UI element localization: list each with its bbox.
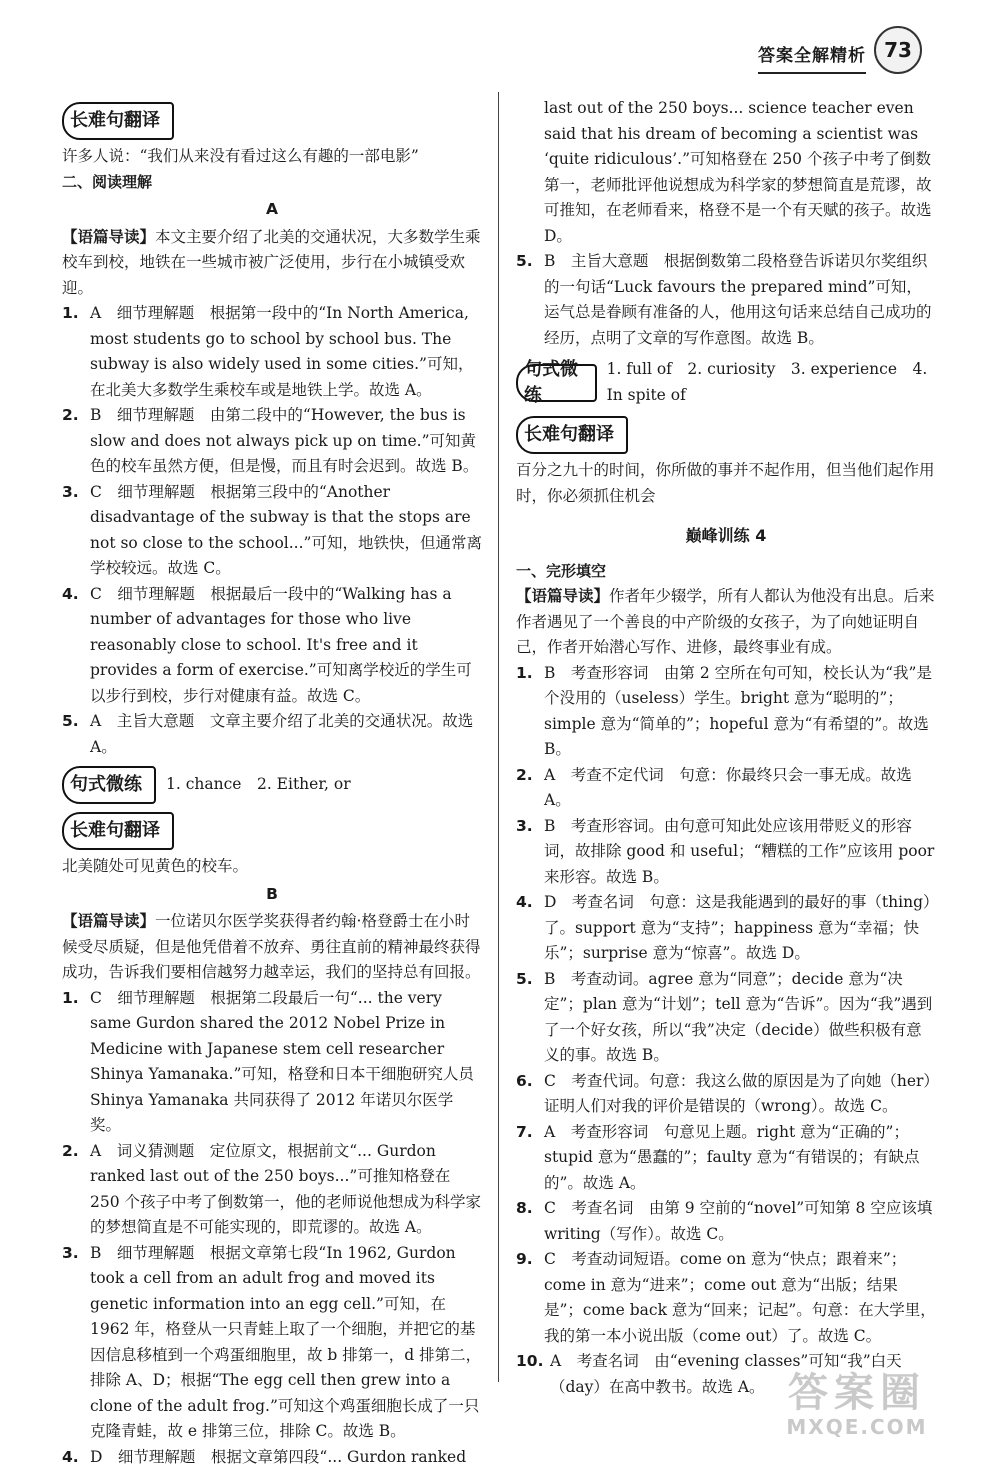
drill-answers: 1. full of 2. curiosity 3. experience 4. In spite of [607, 357, 936, 408]
answer-number: 4. [62, 582, 90, 608]
answer-text: C 细节理解题 根据第三段中的“Another disadvantage of the subway is that the stops are not so close to the school...”可知，地铁快，但通常离学校较远。故选 C。 [90, 483, 482, 578]
guide-tag: 【语篇导读】 [62, 228, 155, 246]
answer-number: 8. [516, 1196, 544, 1222]
answer-item [516, 890, 936, 967]
section-heading: 二、阅读理解 [62, 170, 482, 196]
answer-text: A 主旨大意题 文章主要介绍了北美的交通状况。故选 A。 [90, 712, 473, 756]
page-header [758, 30, 922, 74]
guide-text: 作者年少辍学，所有人都认为他没有出息。后来作者遇见了一个善良的中产阶级的女孩子，为了向她证明自己，作者开始潜心写作、进修，最终事业有成。 [516, 587, 935, 656]
answer-number: 5. [516, 967, 544, 993]
answer-item [516, 763, 936, 814]
passage-guide [62, 225, 482, 302]
answer-number: 4. [516, 890, 544, 916]
section-badge: 句式微练 [62, 766, 156, 804]
answer-item [62, 480, 482, 582]
part-heading: B [62, 882, 482, 908]
watermark-logo: 答案圈 [752, 1371, 962, 1415]
answer-text: A 词义猜测题 定位原文，根据前文“... Gurdon ranked last out of the 250 boys...”可推知格登在 250 个孩子中考了倒数第一，他的老师说他想成为科学家的梦想简直是不可能实现的，即荒谬的。故选 A。 [90, 1142, 481, 1237]
guide-tag: 【语篇导读】 [62, 912, 155, 930]
training-title: 巅峰训练 4 [516, 523, 936, 549]
answer-text: A 考查不定代词 句意：你最终只会一事无成。故选 A。 [544, 766, 912, 810]
answer-number: 3. [62, 1241, 90, 1267]
answer-text: B 考查形容词 由第 2 空所在句可知，校长认为“我”是个没用的（useless）学生。bright 意为“聪明的”；simple 意为“简单的”；hopeful 意为“有希望的”。故选 B。 [544, 664, 932, 759]
answer-text: B 考查动词。agree 意为“同意”；decide 意为“决定”；plan 意为“计划”；tell 意为“告诉”。因为“我”遇到了一个好女孩，所以“我”决定（decide）做些积极有意义的事。故选 B。 [544, 970, 932, 1065]
answer-item [516, 1196, 936, 1247]
answer-text: D 细节理解题 根据文章第四段“... Gurdon ranked [90, 1448, 466, 1466]
guide-tag: 【语篇导读】 [516, 587, 609, 605]
answer-text: C 考查代词。句意：我这么做的原因是为了向她（her）证明人们对我的评价是错误的（wrong）。故选 C。 [544, 1072, 931, 1116]
passage-guide [516, 584, 936, 661]
answer-list-a [62, 301, 482, 760]
answer-text: B 细节理解题 由第二段中的“However, the bus is slow and does not always pick up on time.”可知黄色的校车虽然方便，但是慢，而且有时会迟到。故选 B。 [90, 406, 478, 475]
answer-text: C 考查动词短语。come on 意为“快点；跟着来”；come in 意为“进来”；come out 意为“出版；结果是”；come back 意为“回来；记起”。句意：在大学里，我的第一本小说出版（come out）了。故选 C。 [544, 1250, 936, 1345]
answer-item [62, 1241, 482, 1445]
answer-text: C 考查名词 由第 9 空前的“novel”可知第 8 空应该填 writing（写作）。故选 C。 [544, 1199, 932, 1243]
answer-item [516, 1247, 936, 1349]
answer-number: 2. [516, 763, 544, 789]
answer-number: 5. [62, 709, 90, 735]
part-heading: A [62, 197, 482, 223]
answer-number: 4. [62, 1445, 90, 1470]
answer-number: 3. [62, 480, 90, 506]
answer-text: B 考查形容词。由句意可知此处应该用带贬义的形容词，故排除 good 和 useful；“糟糕的工作”应该用 poor 来形容。故选 B。 [544, 817, 934, 886]
answer-number: 5. [516, 249, 544, 275]
answer-item [516, 814, 936, 891]
answer-list-cloze [516, 661, 936, 1401]
guide-text: 本文主要介绍了北美的交通状况，大多数学生乘校车到校，地铁在一些城市被广泛使用，步行在小城镇受欢迎。 [62, 228, 481, 297]
answer-text: C 细节理解题 根据第二段最后一句“... the very same Gurdon shared the 2012 Nobel Prize in Medicine with Japanese stem cell researcher Shinya Yamanaka.”可知，格登和日本干细胞研究人员 Shinya Yamanaka 共同获得了 2012 年诺贝尔医学奖。 [90, 989, 474, 1135]
header-title: 答案全解精析 [758, 41, 866, 74]
answer-number: 1. [62, 986, 90, 1012]
answer-continuation: last out of the 250 boys... science teacher even said that his dream of becoming a scientist was ‘quite ridiculous’.”可知格登在 250 个孩子中考了倒数第一，老师批评他说想成为科学家的梦想简直是荒谬，故可推知，在老师看来，格登不是一个有天赋的孩子。故选 D。 [516, 96, 936, 249]
answer-item [516, 1069, 936, 1120]
answer-item [516, 661, 936, 763]
answer-text: B 细节理解题 根据文章第七段“In 1962, Gurdon took a cell from an adult frog and moved its genetic information into an egg cell.”可知，在 1962 年，格登从一只青蛙上取了一个细胞，并把它的基因信息移植到一个鸡蛋细胞里，故 b 排第一，d 排第二，排除 A、D；根据“The egg cell then grew into a clone of the adult frog.”可知这个鸡蛋细胞长成了一只克隆青蛙，故 e 排第三位，排除 C。故选 B。 [90, 1244, 481, 1441]
site-watermark [752, 1371, 962, 1441]
section-badge: 句式微练 [516, 364, 597, 402]
drill-row [516, 357, 936, 408]
answer-number: 6. [516, 1069, 544, 1095]
answer-text: A 考查形容词 句意见上题。right 意为“正确的”；stupid 意为“愚蠢的”；faulty 意为“有错误的；有缺点的”。故选 A。 [544, 1123, 920, 1192]
answer-number: 2. [62, 1139, 90, 1165]
section-badge: 长难句翻译 [62, 102, 174, 140]
translation-text: 许多人说：“我们从来没有看过这么有趣的一部电影” [62, 144, 482, 170]
section-heading: 一、完形填空 [516, 559, 936, 585]
watermark-url: MXQE.COM [752, 1415, 962, 1439]
answer-item [516, 1120, 936, 1197]
translation-text: 百分之九十的时间，你所做的事并不起作用，但当他们起作用时，你必须抓住机会 [516, 458, 936, 509]
answer-item [62, 403, 482, 480]
answer-list-b [62, 986, 482, 1470]
guide-text: 一位诺贝尔医学奖获得者约翰·格登爵士在小时候受尽质疑，但是他凭借着不放弃、勇往直前的精神最终获得成功，告诉我们要相信越努力越幸运，我们的坚持总有回报。 [62, 912, 481, 981]
column-divider [498, 92, 499, 1382]
answer-item [62, 986, 482, 1139]
answer-text: A 考查名词 由“evening classes”可知“我”白天（day）在高中教书。故选 A。 [550, 1352, 902, 1396]
answer-text: C 细节理解题 根据最后一段中的“Walking has a number of advantages for those who live reasonably close to school. It's free and it provides a form of exercise.”可知离学校近的学生可以步行到校，步行对健康有益。故选 C。 [90, 585, 472, 705]
answer-text: D 考查名词 句意：这是我能遇到的最好的事（thing）了。support 意为“支持”；happiness 意为“幸福；快乐”；surprise 意为“惊喜”。故选 D。 [544, 893, 931, 962]
right-column [516, 96, 936, 1400]
drill-row [62, 766, 482, 804]
answer-item [62, 1445, 482, 1470]
answer-item [516, 249, 936, 351]
page-number: 73 [874, 26, 922, 74]
answer-item [516, 967, 936, 1069]
passage-guide [62, 909, 482, 986]
translation-text: 北美随处可见黄色的校车。 [62, 854, 482, 880]
answer-number: 1. [516, 661, 544, 687]
answer-item [62, 301, 482, 403]
answer-number: 9. [516, 1247, 544, 1273]
answer-item [62, 709, 482, 760]
answer-number: 3. [516, 814, 544, 840]
answer-number: 2. [62, 403, 90, 429]
section-badge: 长难句翻译 [62, 812, 174, 850]
answer-text: A 细节理解题 根据第一段中的“In North America, most students go to school by school bus. The subway is also widely used in some cities.”可知，在北美大多数学生乘校车或是地铁上学。故选 A。 [90, 304, 473, 399]
answer-item [62, 582, 482, 710]
answer-number: 10. [516, 1349, 550, 1375]
answer-number: 7. [516, 1120, 544, 1146]
answer-number: 1. [62, 301, 90, 327]
left-column [62, 96, 482, 1470]
drill-answers: 1. chance 2. Either, or [166, 772, 351, 798]
section-badge: 长难句翻译 [516, 416, 628, 454]
answer-text: B 主旨大意题 根据倒数第二段格登告诉诺贝尔奖组织的一句话“Luck favours the prepared mind”可知，运气总是眷顾有准备的人，他用这句话来总结自己成功的经历，点明了文章的写作意图。故选 B。 [544, 252, 932, 347]
answer-item [62, 1139, 482, 1241]
